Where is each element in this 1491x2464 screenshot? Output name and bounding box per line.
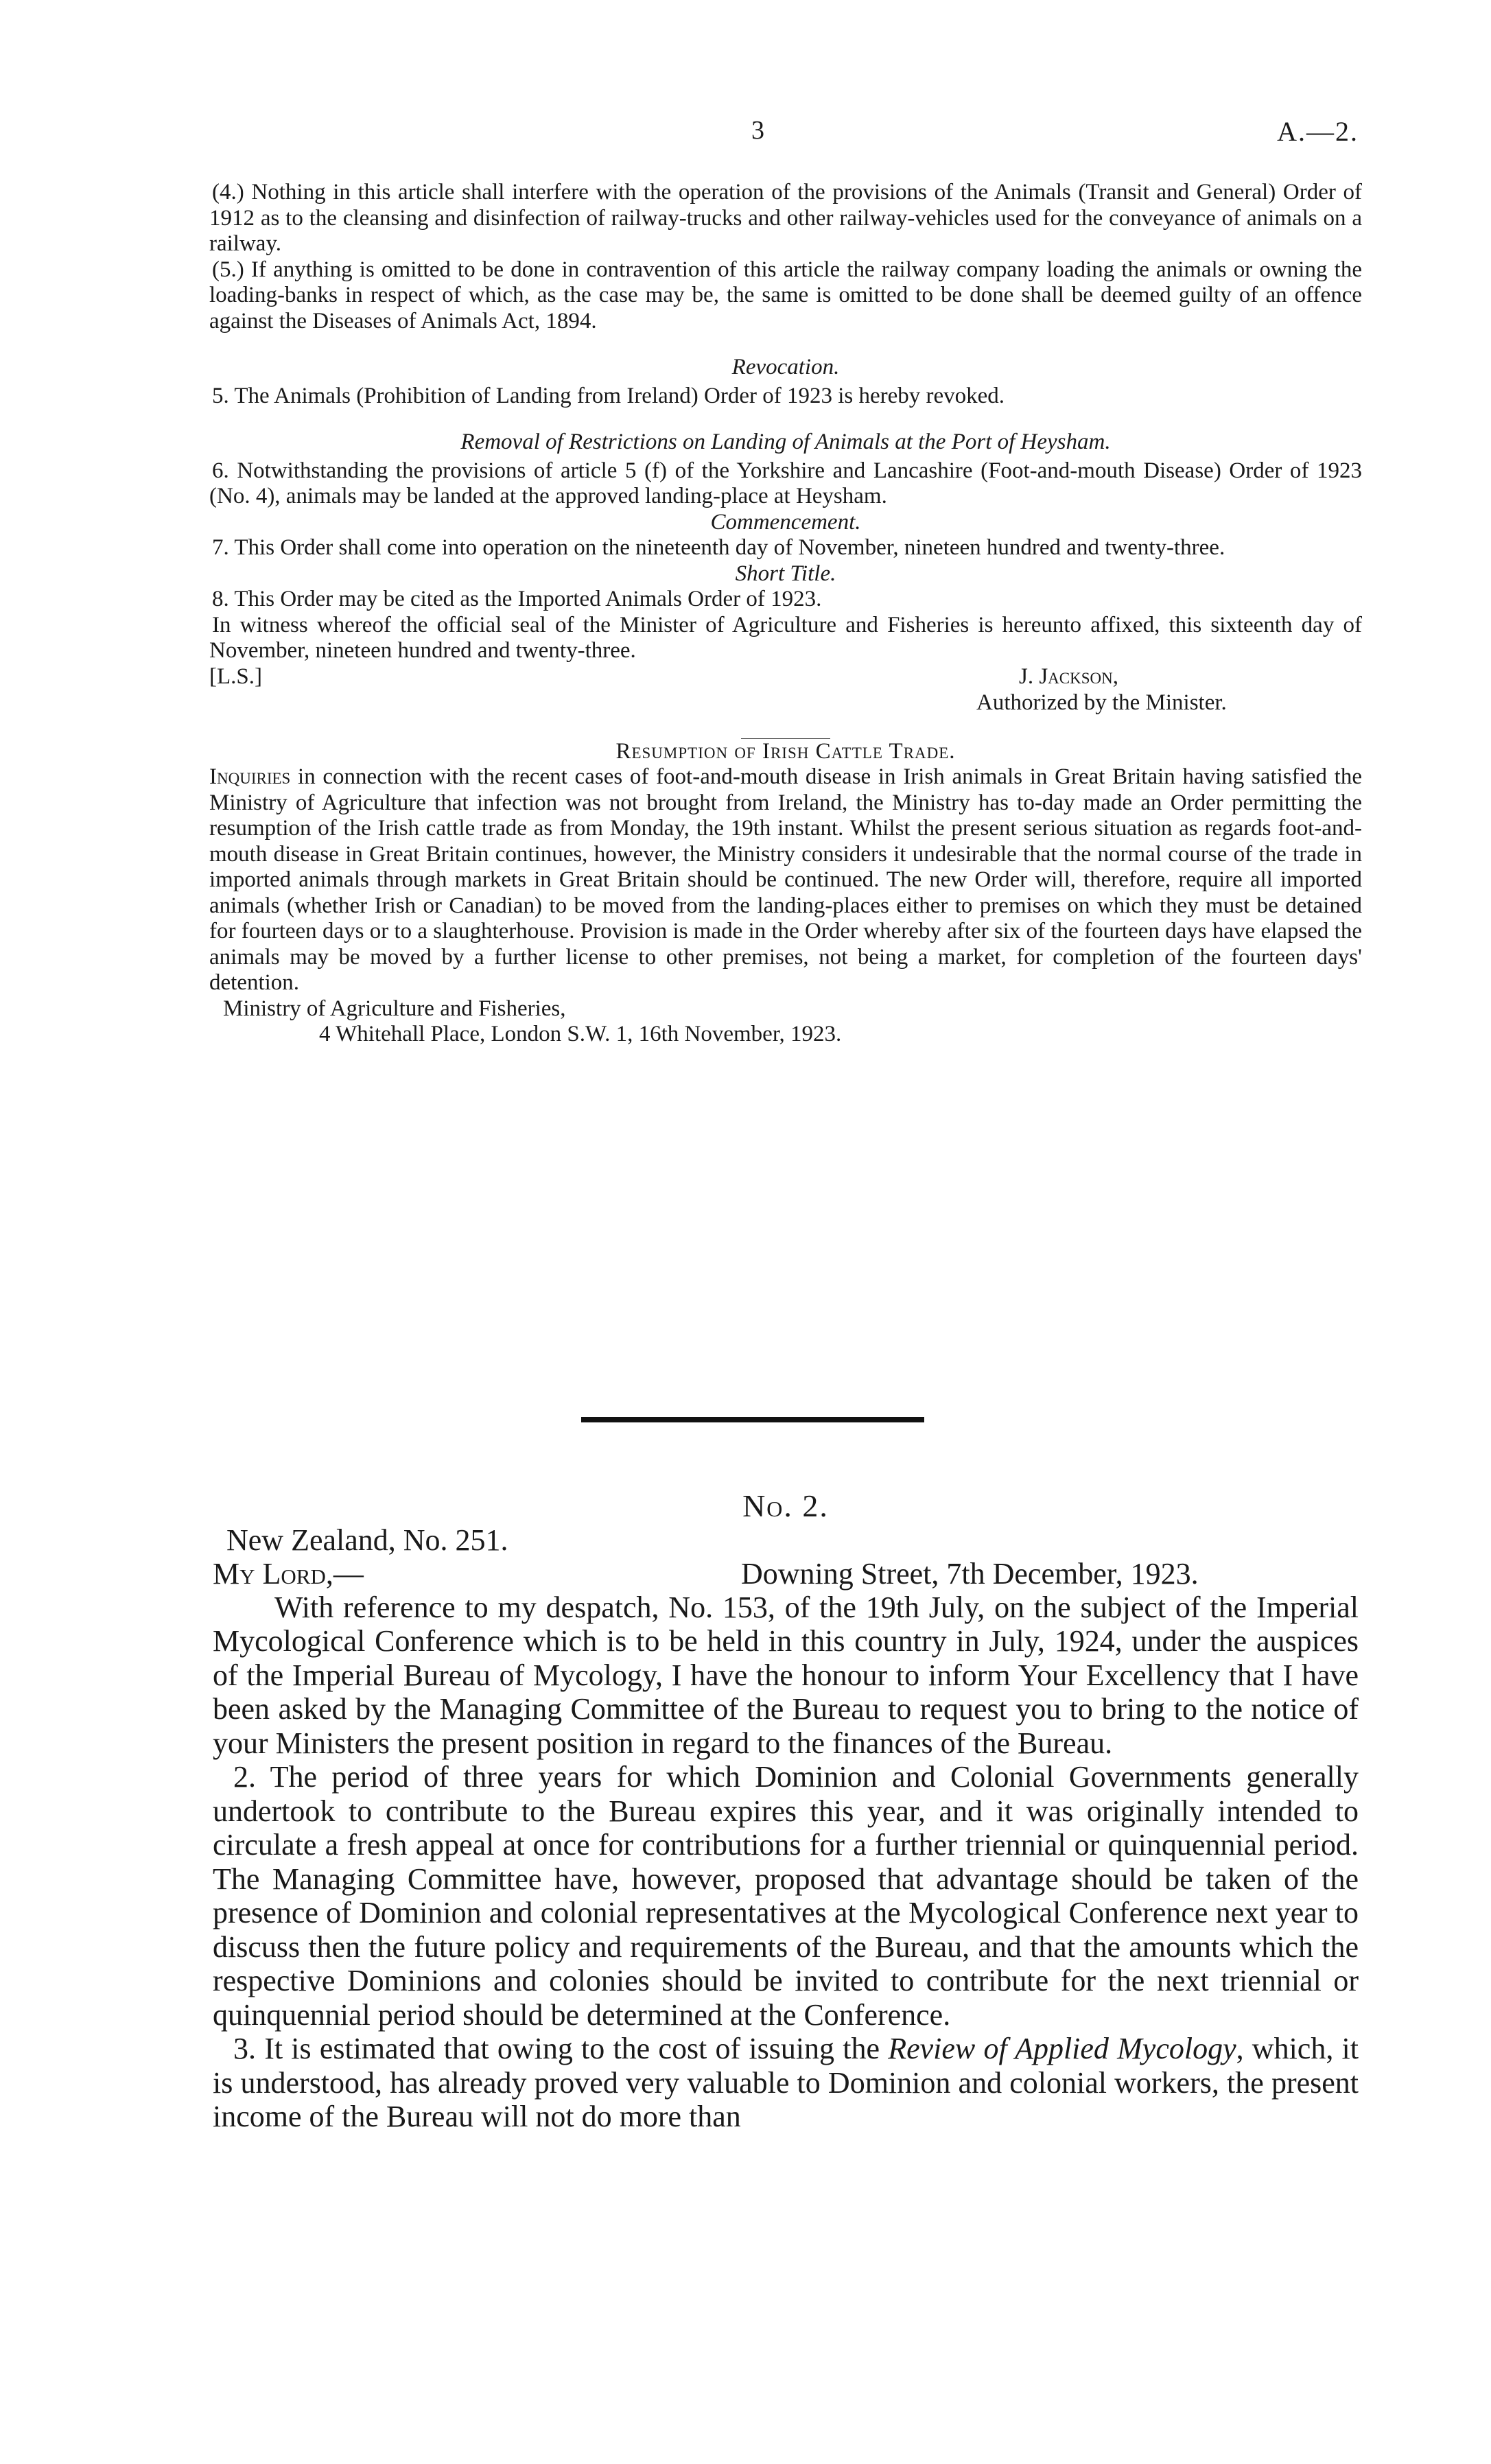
- seal-mark: [L.S.]: [209, 664, 262, 689]
- place-and-date: Downing Street, 7th December, 1923.: [741, 1556, 1199, 1591]
- order-article-8: 8. This Order may be cited as the Imported Animals Order of 1923.: [212, 587, 822, 611]
- page-number: 3: [751, 116, 764, 145]
- notice-body-text: in connection with the recent cases of foot-and-mouth disease in Irish animals in Great Britain having satisfied the Ministry of Agriculture that infection was not brought from Ireland, the Ministry has to-day made an Order permitting the resumption of the Irish cattle trade as from Monday, the 19th instant. Whilst the present serious situation as regards foot-and-mouth disease in Great Britain continues, however, the Ministry considers it undesirable that the normal course of the trade in imported animals through markets in Great Britain should be continued. The new Order will, therefore, require all imported animals (whether Irish or Canadian) to be moved from the landing-places either to premises on which they must be detained for fourteen days or to a slaughterhouse. Provision is made in the Order whereby after six of the fourteen days have elapsed the animals may be moved by a further license to other premises, not being a market, for completion of the fourteen days' detention.: [209, 764, 1362, 995]
- signer-name: J. Jackson,: [1019, 664, 1119, 689]
- witness-clause: In witness whereof the official seal of the Minister of Agriculture and Fisheries is hereunto affixed, this sixteenth day of November, nineteen hundred and twenty-three.: [209, 612, 1362, 663]
- notice-lead-word: Inquiries: [209, 764, 291, 789]
- order-article-5: 5. The Animals (Prohibition of Landing from Ireland) Order of 1923 is hereby revoked.: [212, 383, 1005, 408]
- heading-revocation: Revocation.: [731, 355, 840, 379]
- notice-signoff-address: 4 Whitehall Place, London S.W. 1, 16th November, 1923.: [319, 1022, 842, 1046]
- signer-authority: Authorized by the Minister.: [976, 690, 1227, 715]
- despatch-para-2: 2. The period of three years for which Dominion and Colonial Governments generally undertook to contribute to the Bureau expires this year, and it was originally intended to circulate a fresh appeal at once for contributions for a further triennial or quinquennial period. The Managing Committee have, however, proposed that advantage should be taken of the presence of Dominion and colonial representatives at the Mycological Conference next year to discuss then the future policy and requirements of the Bureau, and that the amounts which the respective Dominions and colonies should be invited to contribute for the next triennial or quinquennial period should be determined at the Conference.: [213, 1760, 1359, 2032]
- order-text: [209, 180, 1362, 1048]
- notice-signoff-ministry: Ministry of Agriculture and Fisheries,: [223, 996, 566, 1021]
- order-article-7: 7. This Order shall come into operation on the nineteenth day of November, nineteen hundred and twenty-three.: [212, 535, 1225, 560]
- despatch-para-3: [213, 2032, 1359, 2134]
- order-para-5: (5.) If anything is omitted to be done in contravention of this article the railway company loading the animals or owning the loading-banks in respect of which, as the case may be, the same is omitted to be done shall be deemed guilty of an offence against the Diseases of Animals Act, 1894.: [209, 257, 1362, 333]
- notice-body: [209, 764, 1362, 996]
- order-article-6: 6. Notwithstanding the provisions of article 5 (f) of the Yorkshire and Lancashire (Foot-and-mouth Disease) Order of 1923 (No. 4), animals may be landed at the approved landing-place at Heysham.: [209, 458, 1362, 508]
- heading-removal-of-restrictions: Removal of Restrictions on Landing of Animals at the Port of Heysham.: [460, 430, 1111, 454]
- despatch-reference-line: [213, 1523, 1359, 1557]
- notice-title: Resumption of Irish Cattle Trade.: [615, 738, 956, 764]
- despatch-para-1: With reference to my despatch, No. 153, of the 19th July, on the subject of the Imperial Mycological Conference which is to be held in this country in July, 1924, under the auspices of the Imperial Bureau of Mycology, I have the honour to inform Your Excellency that I have been asked by the Managing Committee of the Bureau to request you to bring to the notice of your Ministers the present position in regard to the finances of the Bureau.: [213, 1590, 1359, 1760]
- authority-row: [209, 690, 1362, 718]
- despatch-number-title: No. 2.: [742, 1488, 829, 1523]
- despatch-no-2: [213, 1489, 1359, 2134]
- series-reference: A.—2.: [1277, 116, 1359, 147]
- para-3-start: 3. It is estimated that owing to the cost of issuing the: [233, 2032, 889, 2065]
- thick-divider-rule: [581, 1417, 924, 1422]
- page-header: [0, 115, 1491, 150]
- publication-title: Review of Applied Mycology: [888, 2032, 1236, 2065]
- heading-commencement: Commencement.: [710, 509, 861, 535]
- despatch-reference: New Zealand, No. 251.: [226, 1523, 508, 1557]
- seal-signature-row: [209, 664, 1362, 690]
- order-para-4: (4.) Nothing in this article shall interfere with the operation of the provisions of the Animals (Transit and General) Order of 1912 as to the cleansing and disinfection of railway-trucks and other railway-vehicles used for the conveyance of animals on a railway.: [209, 180, 1362, 256]
- salutation-line: [213, 1557, 1359, 1591]
- para-3-end: , which, it is understood, has already proved very valuable to Dominion and colonial workers, the present income of the Bureau will not do more than: [213, 2032, 1359, 2133]
- heading-short-title: Short Title.: [735, 561, 836, 586]
- salutation: My Lord,—: [213, 1556, 364, 1591]
